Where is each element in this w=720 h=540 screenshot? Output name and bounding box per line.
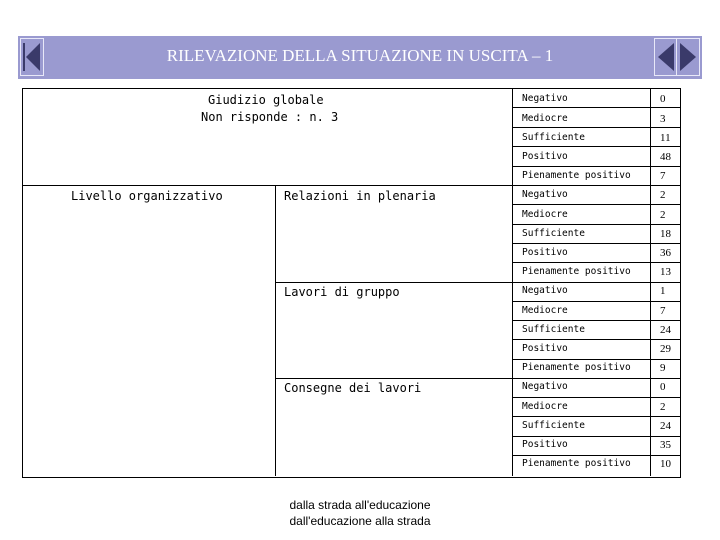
previous-slide-icon[interactable] xyxy=(654,38,678,76)
rating-count: 29 xyxy=(660,343,671,355)
divider-h-global xyxy=(22,185,681,186)
rating-count: 2 xyxy=(660,401,666,413)
rating-count: 24 xyxy=(660,324,671,336)
rating-label: Sufficiente xyxy=(522,228,585,239)
row-divider xyxy=(512,166,681,167)
rating-label: Sufficiente xyxy=(522,324,585,335)
rating-count: 0 xyxy=(660,93,666,105)
rating-count: 7 xyxy=(660,170,666,182)
divider-h-group-2 xyxy=(275,378,681,379)
rating-label: Pienamente positivo xyxy=(522,362,631,373)
row-divider xyxy=(512,416,681,417)
footer-line-2: dall'educazione alla strada xyxy=(289,514,431,528)
row-divider xyxy=(512,339,681,340)
rating-count: 7 xyxy=(660,305,666,317)
rating-count: 48 xyxy=(660,151,671,163)
row-divider xyxy=(512,204,681,205)
no-response-note: Non risponde : n. 3 xyxy=(201,110,339,124)
row-divider xyxy=(512,397,681,398)
rating-count: 10 xyxy=(660,458,671,470)
group-label-group-work: Lavori di gruppo xyxy=(284,285,400,299)
row-divider xyxy=(512,455,681,456)
rating-label: Pienamente positivo xyxy=(522,170,631,181)
rating-label: Negativo xyxy=(522,189,568,200)
group-label-deliverables: Consegne dei lavori xyxy=(284,381,422,395)
rating-label: Mediocre xyxy=(522,305,568,316)
group-label-plenary: Relazioni in plenaria xyxy=(284,189,436,203)
footer-motto xyxy=(250,497,470,529)
rating-label: Positivo xyxy=(522,151,568,162)
row-divider xyxy=(512,301,681,302)
rating-label: Sufficiente xyxy=(522,420,585,431)
rating-label: Negativo xyxy=(522,93,568,104)
title-banner xyxy=(18,36,702,79)
rating-count: 2 xyxy=(660,209,666,221)
rating-count: 11 xyxy=(660,132,671,144)
rating-count: 2 xyxy=(660,189,666,201)
row-divider xyxy=(512,243,681,244)
row-divider xyxy=(512,224,681,225)
rating-label: Pienamente positivo xyxy=(522,266,631,277)
row-divider xyxy=(512,436,681,437)
rating-label: Negativo xyxy=(522,381,568,392)
row-divider xyxy=(512,146,681,147)
rating-label: Mediocre xyxy=(522,113,568,124)
rating-label: Positivo xyxy=(522,343,568,354)
rating-label: Pienamente positivo xyxy=(522,458,631,469)
rating-count: 0 xyxy=(660,381,666,393)
rating-label: Negativo xyxy=(522,285,568,296)
rating-label: Sufficiente xyxy=(522,132,585,143)
next-slide-icon[interactable] xyxy=(676,38,700,76)
rating-count: 1 xyxy=(660,285,666,297)
rating-label: Mediocre xyxy=(522,209,568,220)
row-divider xyxy=(512,127,681,128)
rating-label: Positivo xyxy=(522,247,568,258)
rating-count: 35 xyxy=(660,439,671,451)
footer-line-1: dalla strada all'educazione xyxy=(289,498,431,512)
rating-label: Mediocre xyxy=(522,401,568,412)
rating-count: 3 xyxy=(660,113,666,125)
divider-h-group-1 xyxy=(275,282,681,283)
rating-count: 18 xyxy=(660,228,671,240)
row-divider xyxy=(512,359,681,360)
rating-count: 24 xyxy=(660,420,671,432)
rating-count: 13 xyxy=(660,266,671,278)
rating-count: 9 xyxy=(660,362,666,374)
page-title: RILEVAZIONE DELLA SITUAZIONE IN USCITA – 1 xyxy=(166,46,554,65)
row-divider xyxy=(512,107,681,108)
row-divider xyxy=(512,262,681,263)
organization-level-label: Livello organizzativo xyxy=(71,189,223,203)
row-divider xyxy=(512,320,681,321)
global-judgment-label: Giudizio globale xyxy=(208,93,324,107)
divider-v-group xyxy=(275,185,276,476)
rating-label: Positivo xyxy=(522,439,568,450)
rating-count: 36 xyxy=(660,247,671,259)
